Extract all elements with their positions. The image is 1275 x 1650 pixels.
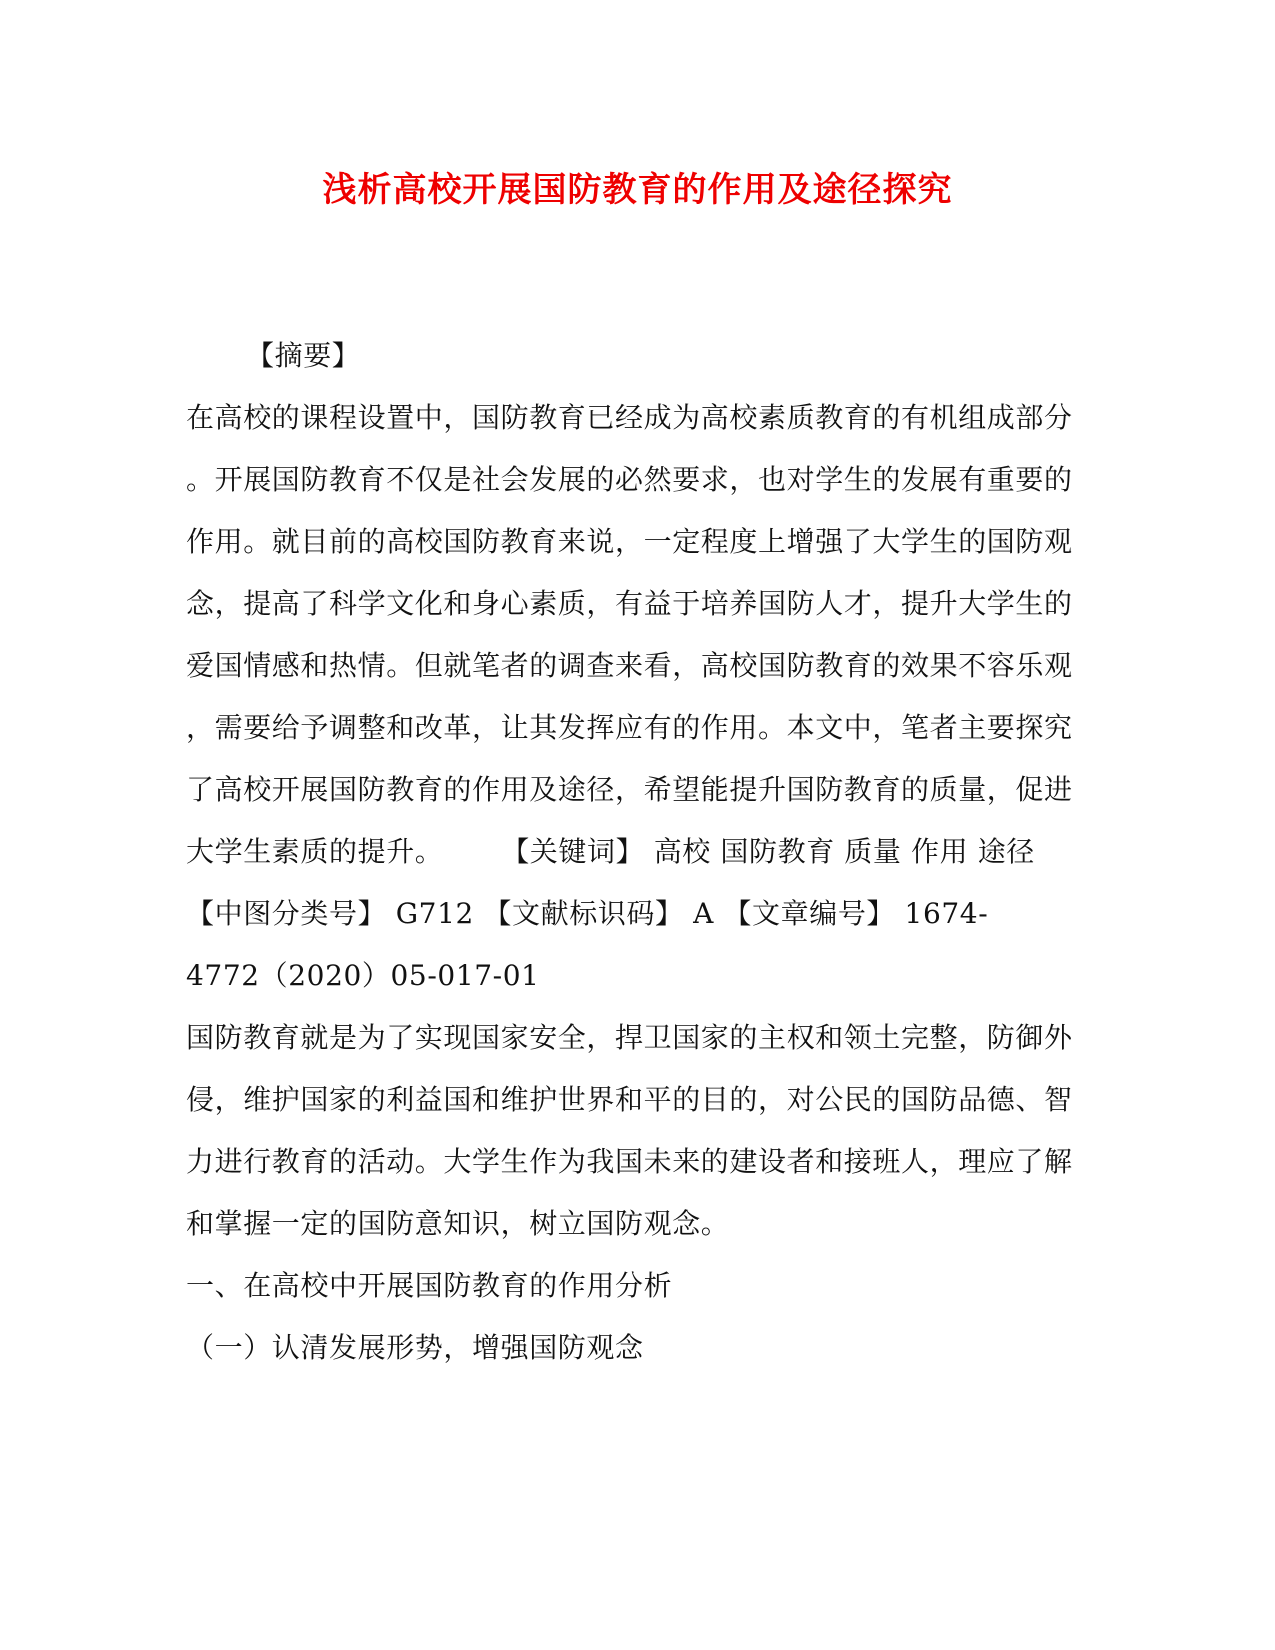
abstract-line: 在高校的课程设置中，国防教育已经成为高校素质教育的有机组成部分 [186, 401, 1073, 434]
abstract-line: 了高校开展国防教育的作用及途径，希望能提升国防教育的质量，促进 [186, 773, 1073, 806]
abstract-line: 念，提高了科学文化和身心素质，有益于培养国防人才，提升大学生的 [186, 587, 1073, 620]
classification-line: 【中图分类号】 G712 【文献标识码】 A 【文章编号】 1674- [186, 897, 989, 930]
section-heading: 一、在高校中开展国防教育的作用分析 [186, 1269, 673, 1302]
abstract-heading: 【摘要】 [246, 339, 361, 372]
abstract-line: 作用。就目前的高校国防教育来说，一定程度上增强了大学生的国防观 [186, 525, 1073, 558]
abstract-line: 。开展国防教育不仅是社会发展的必然要求，也对学生的发展有重要的 [186, 463, 1073, 496]
abstract-line: 爱国情感和热情。但就笔者的调查来看，高校国防教育的效果不容乐观 [186, 649, 1073, 682]
body-line: 和掌握一定的国防意知识，树立国防观念。 [186, 1207, 730, 1240]
body-line: 力进行教育的活动。大学生作为我国未来的建设者和接班人，理应了解 [186, 1145, 1073, 1178]
document-title: 浅析高校开展国防教育的作用及途径探究 [322, 170, 953, 210]
abstract-line: ，需要给予调整和改革，让其发挥应有的作用。本文中，笔者主要探究 [186, 711, 1073, 744]
article-number-line: 4772（2020）05-017-01 [186, 959, 540, 992]
keywords-line: 大学生素质的提升。 【关键词】 高校 国防教育 质量 作用 途径 [186, 835, 1035, 868]
body-line: 国防教育就是为了实现国家安全，捍卫国家的主权和领土完整，防御外 [186, 1021, 1073, 1054]
subsection-heading: （一）认清发展形势，增强国防观念 [186, 1331, 644, 1364]
body-line: 侵，维护国家的利益国和维护世界和平的目的，对公民的国防品德、智 [186, 1083, 1073, 1116]
